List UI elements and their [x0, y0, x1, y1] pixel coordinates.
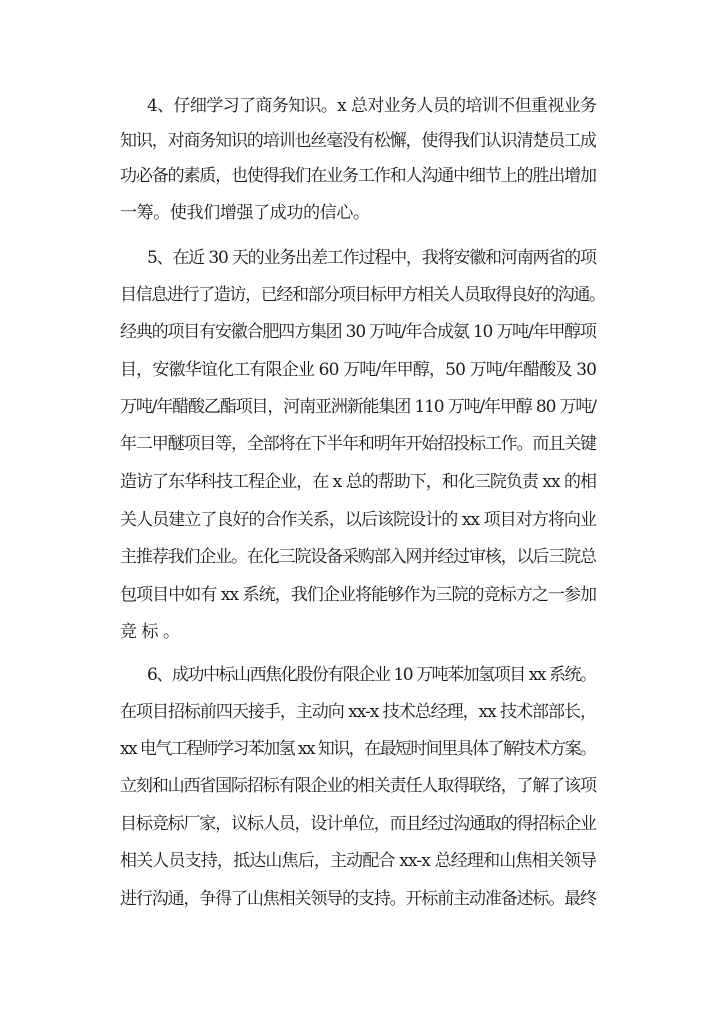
text-line: 造访了东华科技工程企业，在 x 总的帮助下，和化三院负责 xx 的相	[120, 472, 597, 492]
text-line: 关人员建立了良好的合作关系，以后该院设计的 xx 项目对方将向业	[120, 510, 597, 530]
text-line: 功必备的素质，也使得我们在业务工作和人沟通中细节上的胜出增加	[120, 166, 596, 186]
text-line: 竞标。	[120, 622, 185, 642]
text-line: 目，安徽华谊化工有限企业 60 万吨/年甲醇，50 万吨/年醋酸及 30	[120, 360, 597, 380]
text-line: 万吨/年醋酸乙酯项目，河南亚洲新能集团 110 万吨/年甲醇 80 万吨/	[120, 397, 596, 417]
text-line: 年二甲醚项目等，全部将在下半年和明年开始招投标工作。而且关键	[120, 434, 596, 454]
text-line: 进行沟通，争得了山焦相关领导的支持。开标前主动准备述标。最终	[120, 889, 596, 909]
text-line: 一筹。使我们增强了成功的信心。	[120, 203, 370, 223]
text-line: xx 电气工程师学习苯加氢 xx 知识，在最短时间里具体了解技术方案。	[120, 739, 596, 759]
text-line: 6、成功中标山西焦化股份有限企业 10 万吨苯加氢项目 xx 系统。	[147, 665, 596, 685]
text-line: 知识，对商务知识的培训也丝毫没有松懈，使得我们认识清楚员工成	[120, 131, 596, 151]
text-line: 目信息进行了造访，已经和部分项目标甲方相关人员取得良好的沟通。	[120, 285, 605, 305]
text-line: 经典的项目有安徽合肥四方集团 30 万吨/年合成氨 10 万吨/年甲醇项	[120, 322, 596, 342]
text-line: 相关人员支持，抵达山焦后，主动配合 xx-x 总经理和山焦相关领导	[120, 851, 597, 871]
text-line: 包项目中如有 xx 系统，我们企业将能够作为三院的竞标方之一参加	[120, 585, 597, 605]
text-line: 目标竞标厂家，议标人员，设计单位，而且经过沟通取的得招标企业	[120, 814, 596, 834]
text-line: 在项目招标前四天接手，主动向 xx-x 技术总经理，xx 技术部部长，	[120, 702, 596, 722]
text-line: 5、在近 30 天的业务出差工作过程中，我将安徽和河南两省的项	[147, 248, 596, 268]
text-line: 4、仔细学习了商务知识。x 总对业务人员的培训不但重视业务	[147, 96, 597, 116]
text-line: 立刻和山西省国际招标有限企业的相关责任人取得联络，了解了该项	[120, 776, 596, 796]
text-line: 主推荐我们企业。在化三院设备采购部入网并经过审核，以后三院总	[120, 547, 596, 567]
